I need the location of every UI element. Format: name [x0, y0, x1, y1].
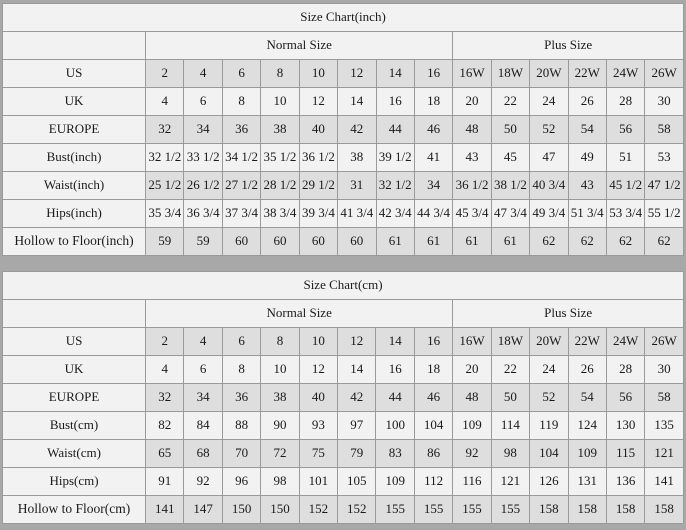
cell: 40 [299, 384, 337, 412]
row-label-uk: UK [3, 88, 146, 116]
cell: 104 [414, 412, 452, 440]
cell: 20W [530, 328, 568, 356]
cell: 158 [530, 496, 568, 524]
cell: 100 [376, 412, 414, 440]
cell: 53 3/4 [606, 200, 644, 228]
cell: 10 [261, 88, 299, 116]
cell: 104 [530, 440, 568, 468]
cell: 126 [530, 468, 568, 496]
cell: 38 3/4 [261, 200, 299, 228]
cell: 27 1/2 [222, 172, 260, 200]
cell: 150 [222, 496, 260, 524]
cell: 36 [222, 116, 260, 144]
cell: 42 [338, 116, 376, 144]
cell: 16W [453, 60, 491, 88]
cell: 38 1/2 [491, 172, 529, 200]
table-row [3, 60, 684, 88]
table-row [3, 384, 684, 412]
cell: 18 [414, 356, 452, 384]
cell: 97 [338, 412, 376, 440]
table-row [3, 356, 684, 384]
cell: 60 [299, 228, 337, 256]
cell: 158 [606, 496, 644, 524]
cell: 32 [146, 384, 184, 412]
cell: 8 [222, 356, 260, 384]
cell: 4 [146, 88, 184, 116]
cell: 22 [491, 356, 529, 384]
group-plus-size: Plus Size [453, 32, 684, 60]
cell: 68 [184, 440, 222, 468]
cell: 26 1/2 [184, 172, 222, 200]
cell: 54 [568, 384, 606, 412]
cell: 24W [606, 60, 644, 88]
cell: 26 [568, 88, 606, 116]
cell: 39 3/4 [299, 200, 337, 228]
cell: 60 [261, 228, 299, 256]
cell: 105 [338, 468, 376, 496]
chart-title: Size Chart(cm) [3, 272, 684, 300]
cell: 101 [299, 468, 337, 496]
cell: 24 [530, 356, 568, 384]
cell: 59 [184, 228, 222, 256]
cell: 39 1/2 [376, 144, 414, 172]
cell: 32 1/2 [376, 172, 414, 200]
table-row [3, 468, 684, 496]
cell: 147 [184, 496, 222, 524]
size-table-inch [2, 3, 684, 256]
cell: 35 1/2 [261, 144, 299, 172]
cell: 43 [568, 172, 606, 200]
cell: 35 3/4 [146, 200, 184, 228]
cell: 44 [376, 384, 414, 412]
cell: 40 3/4 [530, 172, 568, 200]
cell: 152 [338, 496, 376, 524]
cell: 20 [453, 88, 491, 116]
cell: 12 [299, 356, 337, 384]
cell: 60 [222, 228, 260, 256]
table-row [3, 172, 684, 200]
cell: 4 [184, 328, 222, 356]
cell: 88 [222, 412, 260, 440]
group-normal-size: Normal Size [146, 300, 453, 328]
size-chart-cm [2, 271, 684, 524]
cell: 36 1/2 [453, 172, 491, 200]
cell: 98 [261, 468, 299, 496]
cell: 8 [261, 60, 299, 88]
table-row [3, 440, 684, 468]
cell: 4 [146, 356, 184, 384]
cell: 47 [530, 144, 568, 172]
cell: 59 [146, 228, 184, 256]
cell: 114 [491, 412, 529, 440]
chart-title-row [3, 4, 684, 32]
cell: 4 [184, 60, 222, 88]
table-row [3, 228, 684, 256]
cell: 45 3/4 [453, 200, 491, 228]
cell: 2 [146, 60, 184, 88]
cell: 45 [491, 144, 529, 172]
cell: 152 [299, 496, 337, 524]
row-label-bust: Bust(cm) [3, 412, 146, 440]
cell: 34 [414, 172, 452, 200]
chart-group-row [3, 32, 684, 60]
cell: 46 [414, 116, 452, 144]
cell: 141 [645, 468, 684, 496]
cell: 58 [645, 384, 684, 412]
cell: 49 3/4 [530, 200, 568, 228]
cell: 30 [645, 356, 684, 384]
cell: 61 [376, 228, 414, 256]
cell: 24 [530, 88, 568, 116]
cell: 61 [491, 228, 529, 256]
cell: 109 [453, 412, 491, 440]
cell: 32 1/2 [146, 144, 184, 172]
cell: 28 [606, 88, 644, 116]
cell: 53 [645, 144, 684, 172]
cell: 42 3/4 [376, 200, 414, 228]
cell: 48 [453, 384, 491, 412]
cell: 130 [606, 412, 644, 440]
cell: 47 3/4 [491, 200, 529, 228]
cell: 18W [491, 60, 529, 88]
cell: 34 [184, 384, 222, 412]
cell: 14 [338, 356, 376, 384]
cell: 6 [222, 60, 260, 88]
cell: 46 [414, 384, 452, 412]
cell: 96 [222, 468, 260, 496]
cell: 20W [530, 60, 568, 88]
cell: 119 [530, 412, 568, 440]
cell: 70 [222, 440, 260, 468]
cell: 48 [453, 116, 491, 144]
cell: 54 [568, 116, 606, 144]
cell: 8 [222, 88, 260, 116]
group-normal-size: Normal Size [146, 32, 453, 60]
group-blank-cell [3, 32, 146, 60]
cell: 28 [606, 356, 644, 384]
cell: 2 [146, 328, 184, 356]
cell: 29 1/2 [299, 172, 337, 200]
cell: 116 [453, 468, 491, 496]
cell: 55 1/2 [645, 200, 684, 228]
chart-group-row [3, 300, 684, 328]
table-row [3, 412, 684, 440]
table-row [3, 200, 684, 228]
cell: 155 [376, 496, 414, 524]
cell: 34 1/2 [222, 144, 260, 172]
cell: 50 [491, 116, 529, 144]
row-label-europe: EUROPE [3, 384, 146, 412]
cell: 40 [299, 116, 337, 144]
cell: 150 [261, 496, 299, 524]
cell: 26W [645, 60, 684, 88]
cell: 12 [299, 88, 337, 116]
cell: 91 [146, 468, 184, 496]
row-label-us: US [3, 328, 146, 356]
cell: 50 [491, 384, 529, 412]
row-label-bust: Bust(inch) [3, 144, 146, 172]
cell: 14 [376, 60, 414, 88]
table-row [3, 328, 684, 356]
cell: 58 [645, 116, 684, 144]
group-blank-cell [3, 300, 146, 328]
cell: 45 1/2 [606, 172, 644, 200]
cell: 36 1/2 [299, 144, 337, 172]
cell: 22W [568, 328, 606, 356]
cell: 121 [491, 468, 529, 496]
cell: 98 [491, 440, 529, 468]
cell: 42 [338, 384, 376, 412]
cell: 44 [376, 116, 414, 144]
cell: 86 [414, 440, 452, 468]
chart-title: Size Chart(inch) [3, 4, 684, 32]
cell: 31 [338, 172, 376, 200]
cell: 47 1/2 [645, 172, 684, 200]
cell: 14 [376, 328, 414, 356]
cell: 131 [568, 468, 606, 496]
cell: 16W [453, 328, 491, 356]
cell: 72 [261, 440, 299, 468]
cell: 155 [414, 496, 452, 524]
cell: 32 [146, 116, 184, 144]
cell: 158 [645, 496, 684, 524]
table-row [3, 496, 684, 524]
row-label-hips: Hips(cm) [3, 468, 146, 496]
cell: 6 [222, 328, 260, 356]
cell: 51 3/4 [568, 200, 606, 228]
cell: 115 [606, 440, 644, 468]
row-label-europe: EUROPE [3, 116, 146, 144]
cell: 30 [645, 88, 684, 116]
cell: 109 [568, 440, 606, 468]
table-row [3, 88, 684, 116]
cell: 12 [338, 328, 376, 356]
row-label-hollow-to-floor: Hollow to Floor(inch) [3, 228, 146, 256]
cell: 25 1/2 [146, 172, 184, 200]
cell: 8 [261, 328, 299, 356]
cell: 38 [261, 384, 299, 412]
group-plus-size: Plus Size [453, 300, 684, 328]
cell: 82 [146, 412, 184, 440]
cell: 6 [184, 356, 222, 384]
cell: 10 [299, 328, 337, 356]
cell: 41 3/4 [338, 200, 376, 228]
cell: 20 [453, 356, 491, 384]
cell: 18W [491, 328, 529, 356]
cell: 62 [606, 228, 644, 256]
cell: 49 [568, 144, 606, 172]
cell: 61 [414, 228, 452, 256]
chart-title-row [3, 272, 684, 300]
cell: 62 [645, 228, 684, 256]
row-label-hips: Hips(inch) [3, 200, 146, 228]
cell: 92 [184, 468, 222, 496]
cell: 75 [299, 440, 337, 468]
cell: 62 [568, 228, 606, 256]
table-row [3, 144, 684, 172]
row-label-waist: Waist(inch) [3, 172, 146, 200]
cell: 22W [568, 60, 606, 88]
cell: 38 [261, 116, 299, 144]
table-row [3, 116, 684, 144]
cell: 28 1/2 [261, 172, 299, 200]
cell: 155 [453, 496, 491, 524]
cell: 158 [568, 496, 606, 524]
cell: 36 3/4 [184, 200, 222, 228]
cell: 51 [606, 144, 644, 172]
cell: 44 3/4 [414, 200, 452, 228]
cell: 52 [530, 116, 568, 144]
cell: 36 [222, 384, 260, 412]
row-label-uk: UK [3, 356, 146, 384]
cell: 109 [376, 468, 414, 496]
cell: 92 [453, 440, 491, 468]
cell: 34 [184, 116, 222, 144]
cell: 155 [491, 496, 529, 524]
cell: 6 [184, 88, 222, 116]
cell: 16 [414, 328, 452, 356]
cell: 22 [491, 88, 529, 116]
cell: 33 1/2 [184, 144, 222, 172]
size-table-cm [2, 271, 684, 524]
cell: 26W [645, 328, 684, 356]
cell: 24W [606, 328, 644, 356]
cell: 16 [414, 60, 452, 88]
cell: 26 [568, 356, 606, 384]
cell: 14 [338, 88, 376, 116]
row-label-us: US [3, 60, 146, 88]
size-chart-inch [2, 3, 684, 256]
cell: 52 [530, 384, 568, 412]
cell: 84 [184, 412, 222, 440]
row-label-hollow-to-floor: Hollow to Floor(cm) [3, 496, 146, 524]
cell: 121 [645, 440, 684, 468]
cell: 37 3/4 [222, 200, 260, 228]
cell: 136 [606, 468, 644, 496]
cell: 10 [299, 60, 337, 88]
cell: 16 [376, 356, 414, 384]
cell: 10 [261, 356, 299, 384]
cell: 43 [453, 144, 491, 172]
cell: 12 [338, 60, 376, 88]
cell: 38 [338, 144, 376, 172]
cell: 112 [414, 468, 452, 496]
cell: 83 [376, 440, 414, 468]
cell: 124 [568, 412, 606, 440]
cell: 93 [299, 412, 337, 440]
cell: 18 [414, 88, 452, 116]
cell: 61 [453, 228, 491, 256]
cell: 135 [645, 412, 684, 440]
cell: 90 [261, 412, 299, 440]
cell: 60 [338, 228, 376, 256]
cell: 62 [530, 228, 568, 256]
cell: 41 [414, 144, 452, 172]
cell: 65 [146, 440, 184, 468]
row-label-waist: Waist(cm) [3, 440, 146, 468]
cell: 79 [338, 440, 376, 468]
cell: 56 [606, 116, 644, 144]
cell: 16 [376, 88, 414, 116]
cell: 141 [146, 496, 184, 524]
cell: 56 [606, 384, 644, 412]
